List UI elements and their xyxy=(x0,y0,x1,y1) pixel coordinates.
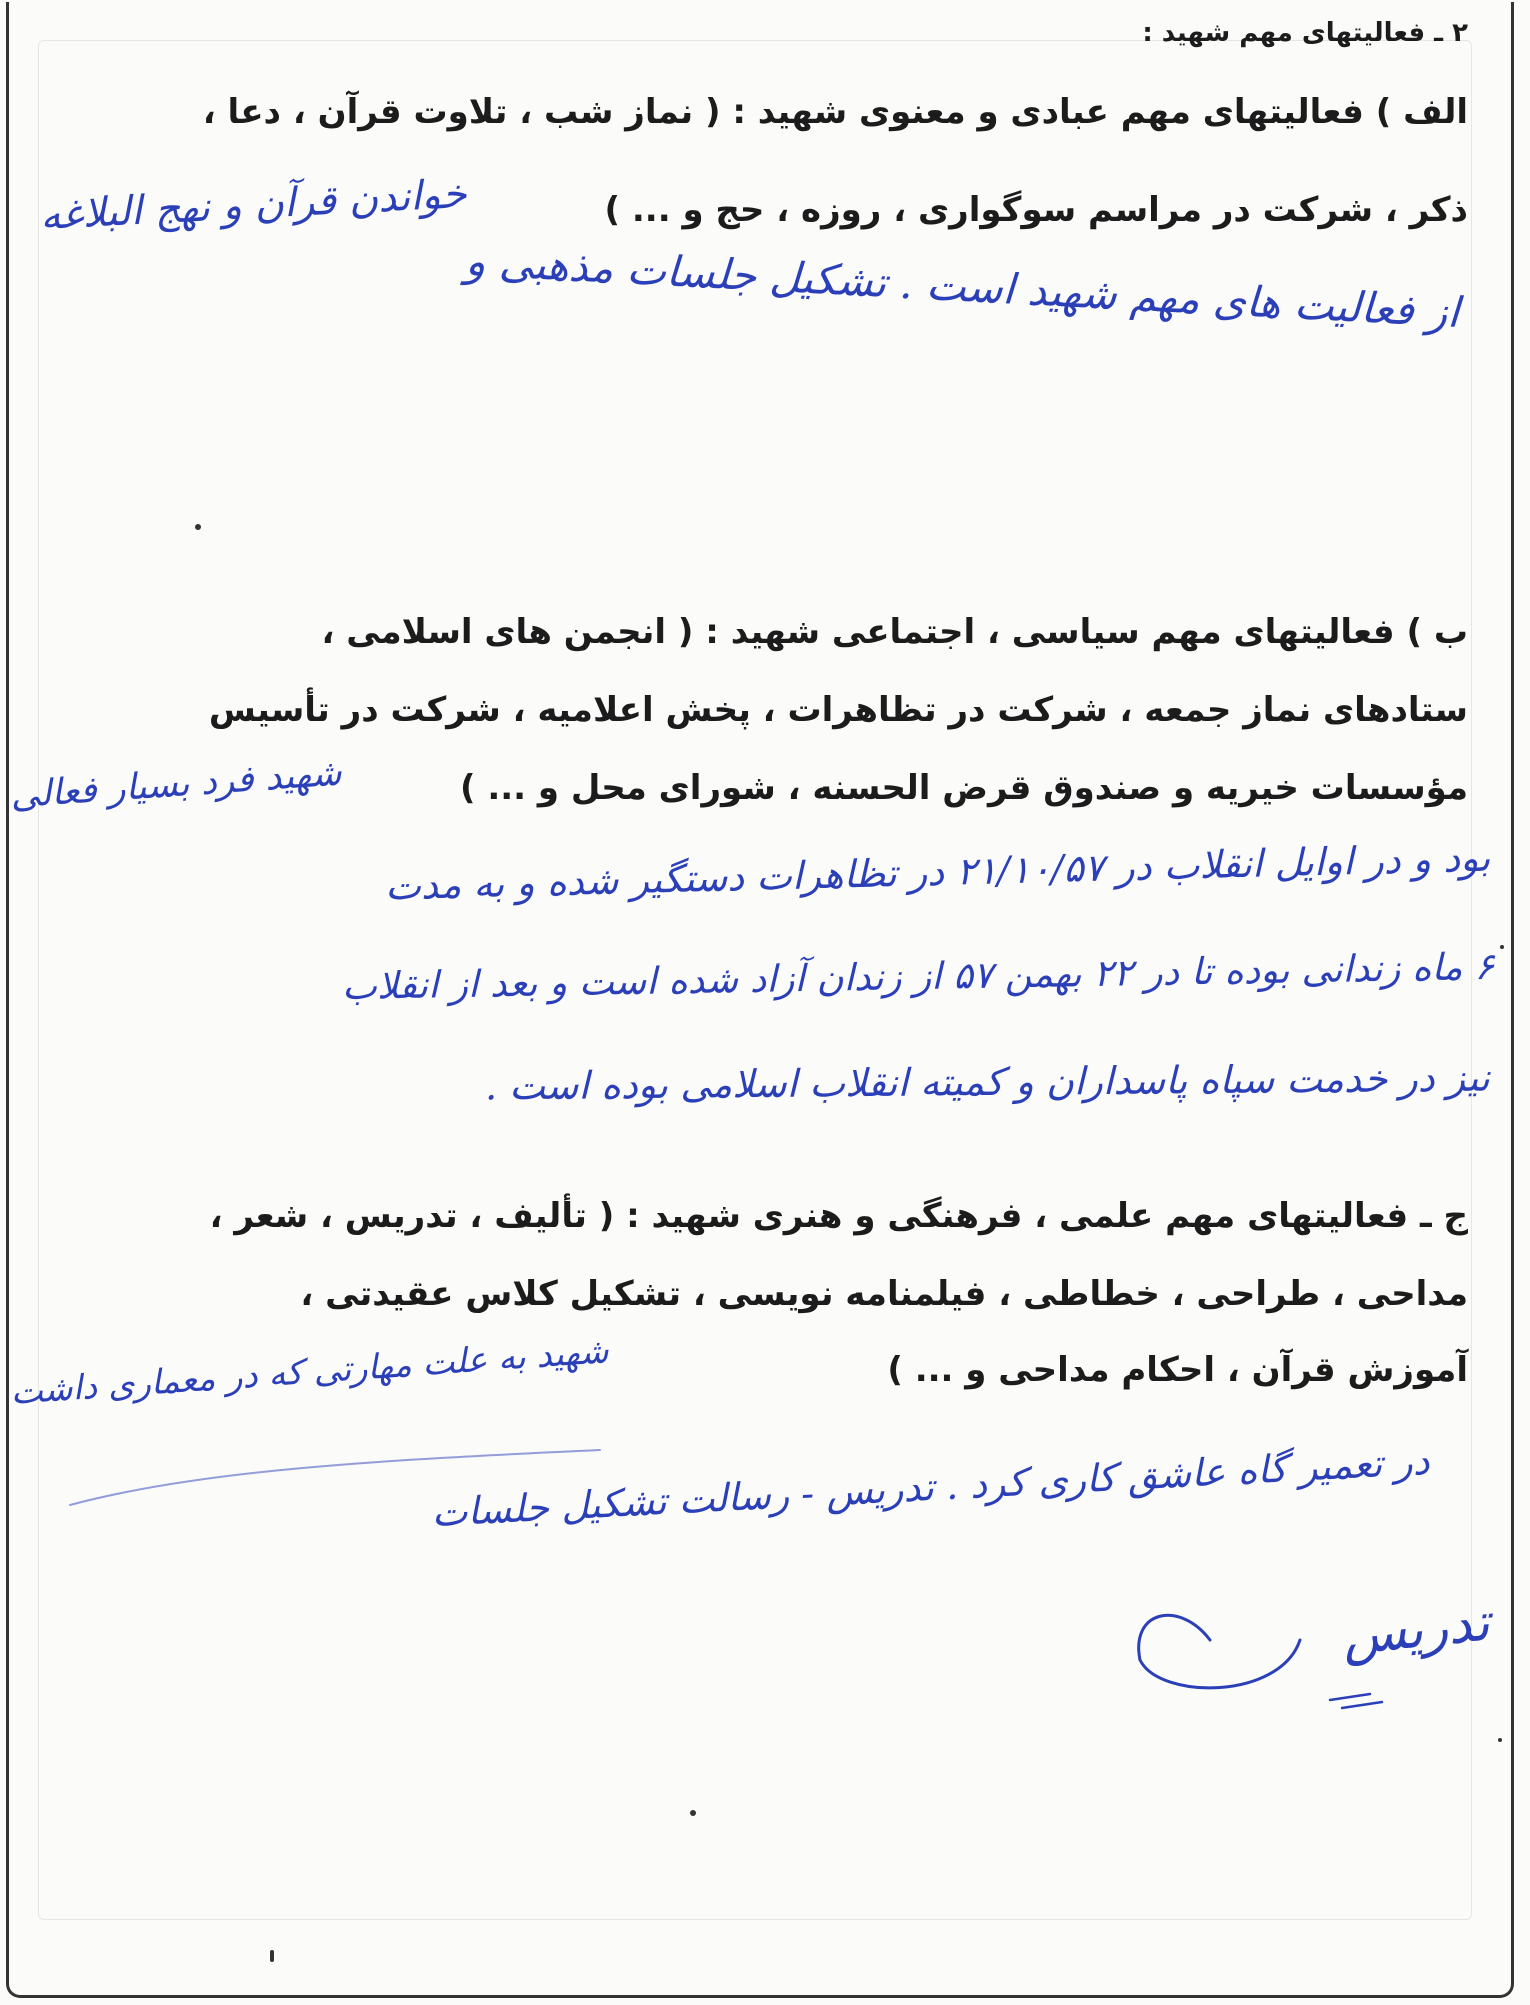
section-c-handwritten-3: تدریس xyxy=(1339,1592,1493,1668)
section-c-handwritten-2: در تعمیر گاه عاشق کاری کرد . تدریس - رسالت تشکیل جلسات xyxy=(430,1438,1431,1536)
section-b-handwritten-3: ۶ ماه زندانی بوده تا در ۲۲ بهمن ۵۷ از زندان آزاد شده است و بعد از انقلاب xyxy=(341,944,1495,1009)
section-a-handwritten-1: خواندن قرآن و نهج البلاغه xyxy=(39,170,468,240)
section-b-handwritten-2: بود و در اوایل انقلاب در ۲۱/۱۰/۵۷ در تظاهرات دستگیر شده و به مدت xyxy=(384,835,1491,909)
section-b-line-2: ستادهای نماز جمعه ، شرکت در تظاهرات ، پخش اعلامیه ، شرکت در تأسیس xyxy=(208,690,1468,730)
section-c-handwritten-1: شهید به علت مهارتی که در معماری داشت xyxy=(9,1331,610,1413)
scan-speck xyxy=(690,1810,696,1816)
section-b-line-1: ب ) فعالیتهای مهم سیاسی ، اجتماعی شهید : ( انجمن های اسلامی ، xyxy=(321,612,1468,652)
section-c-line-3: آموزش قرآن ، احکام مداحی و ... ) xyxy=(887,1350,1468,1390)
section-c-line-1: ج ـ فعالیتهای مهم علمی ، فرهنگی و هنری شهید : ( تألیف ، تدریس ، شعر ، xyxy=(209,1196,1468,1236)
section-c-line-2: مداحی ، طراحی ، خطاطی ، فیلمنامه نویسی ، تشکیل کلاس عقیدتی ، xyxy=(300,1274,1468,1314)
scan-speck xyxy=(1498,1738,1502,1742)
scan-speck xyxy=(195,524,201,530)
page-heading: ۲ ـ فعالیتهای مهم شهید : xyxy=(1142,18,1468,48)
scan-speck xyxy=(270,1950,274,1962)
section-b-line-3: مؤسسات خیریه و صندوق قرض الحسنه ، شورای محل و ... ) xyxy=(459,768,1468,808)
section-a-line-2: ذکر ، شرکت در مراسم سوگواری ، روزه ، حج و ... ) xyxy=(604,190,1468,230)
section-a-handwritten-2: از فعالیت های مهم شهید است . تشکیل جلسات مذهبی و xyxy=(464,236,1461,337)
section-a-line-1: الف ) فعالیتهای مهم عبادی و معنوی شهید : ( نماز شب ، تلاوت قرآن ، دعا ، xyxy=(202,92,1468,132)
scan-speck xyxy=(1500,945,1504,949)
section-b-handwritten-1: شهید فرد بسیار فعالی xyxy=(8,752,343,817)
section-b-handwritten-4: نیز در خدمت سپاه پاسداران و کمیته انقلاب اسلامی بوده است . xyxy=(485,1055,1491,1109)
